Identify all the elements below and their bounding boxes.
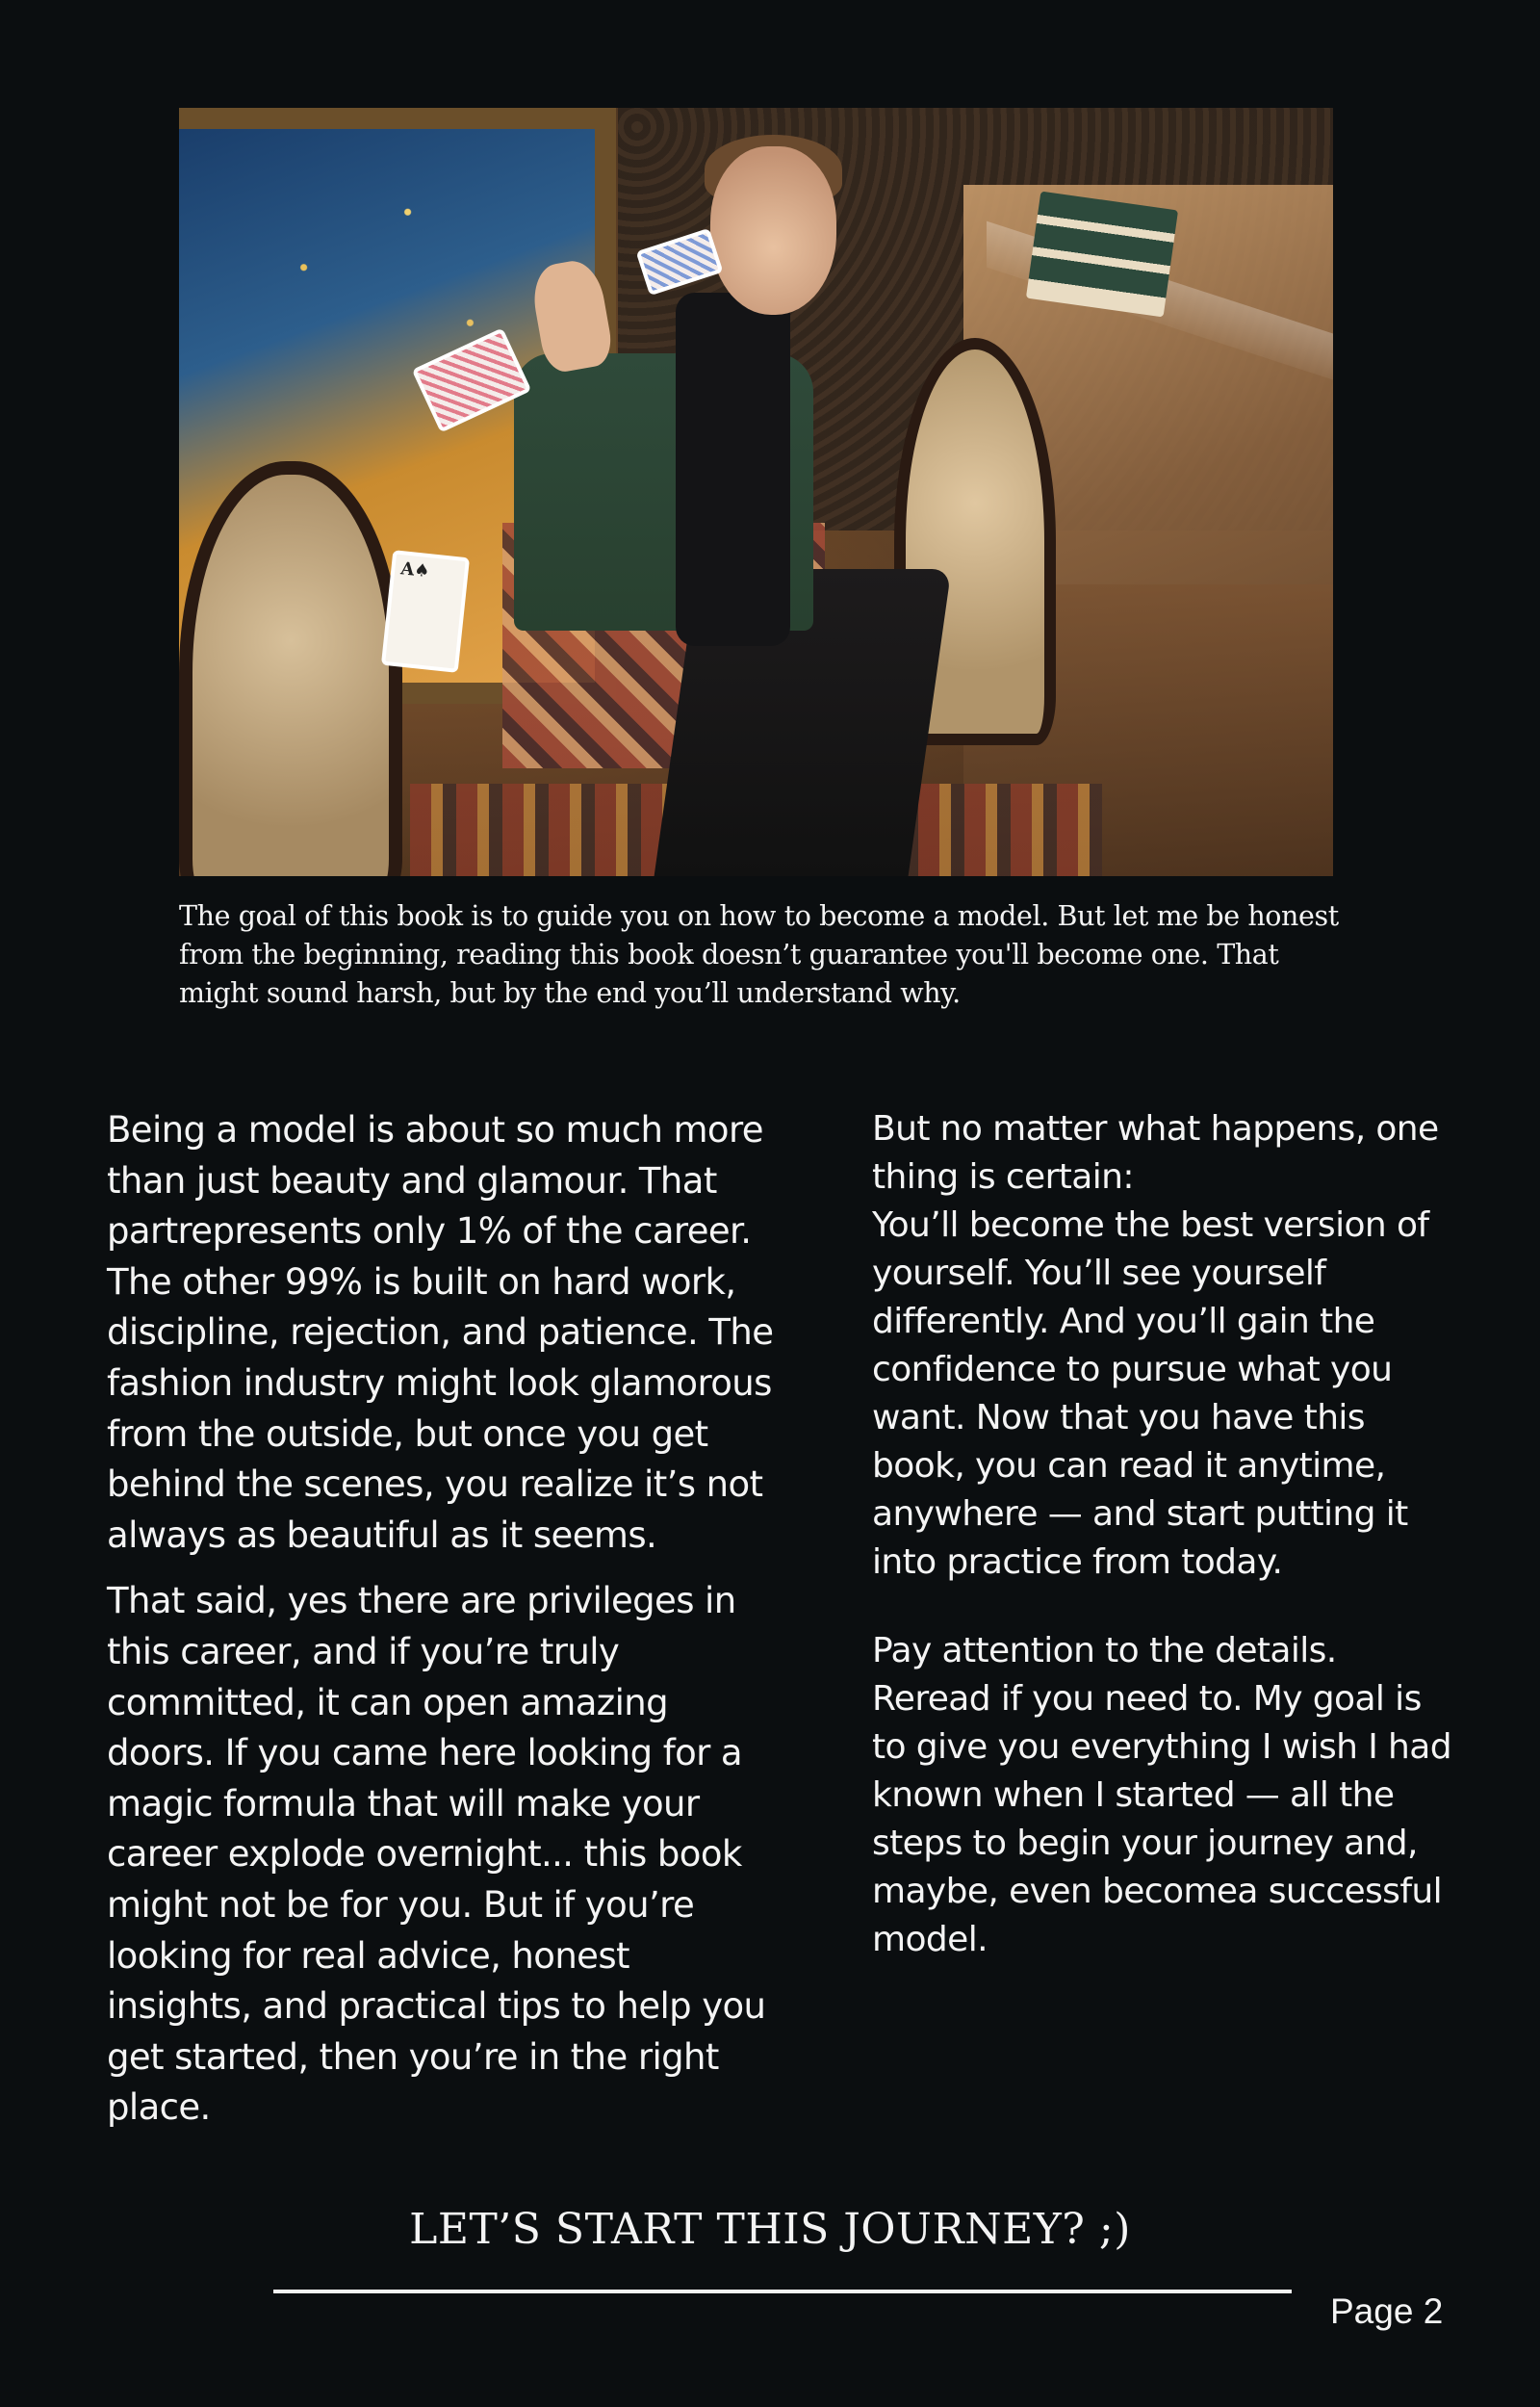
page-number: Page 2 <box>1330 2291 1444 2331</box>
body-paragraph: Pay attention to the details. Reread if you need to. My goal is to give you everything I wish I had known when I started — all the steps to begin your journey and, maybe, even becomea successful model. <box>872 1631 1451 1959</box>
right-column <box>872 1105 1459 1964</box>
body-paragraph: You’ll become the best version of yourself. You’ll see yourself differently. And you’ll gain the confidence to pursue what you want. Now that you have this book, you can read it anytime, anywhere — and start putting it into practice from today. <box>872 1205 1429 1582</box>
hero-photo <box>179 108 1333 876</box>
book-stack <box>1026 191 1178 317</box>
ace-card <box>381 550 470 672</box>
call-to-action-heading: LET’S START THIS JOURNEY? ;) <box>409 2205 1131 2254</box>
left-column <box>107 1105 781 2134</box>
model-sweater <box>676 293 791 646</box>
body-paragraph: But no matter what happens, one thing is certain: <box>872 1109 1439 1197</box>
photo-caption: The goal of this book is to guide you on how to become a model. But let me be honest from the beginning, reading this book doesn’t guarantee you'll become one. That might sound harsh, but by the end you’ll understand why. <box>179 900 1339 1009</box>
divider-line <box>273 2290 1292 2293</box>
body-paragraph: That said, yes there are privileges in this career, and if you’re truly committed, it can open amazing doors. If you came here looking for a magic formula that will make your career explode overnight... this book might not be for you. But if you’re looking for real advice, honest insights, and practical tips to help you get started, then you’re in the right place. <box>107 1580 766 2129</box>
chair-left <box>179 461 402 876</box>
model-head <box>710 146 837 316</box>
body-paragraph: Being a model is about so much more than just beauty and glamour. That partrepresents only 1% of the career. The other 99% is built on hard work, discipline, rejection, and patience. The fashion industry might look glamorous from the outside, but once you get behind the scenes, you realize it’s not always as beautiful as it seems. <box>107 1109 774 1556</box>
